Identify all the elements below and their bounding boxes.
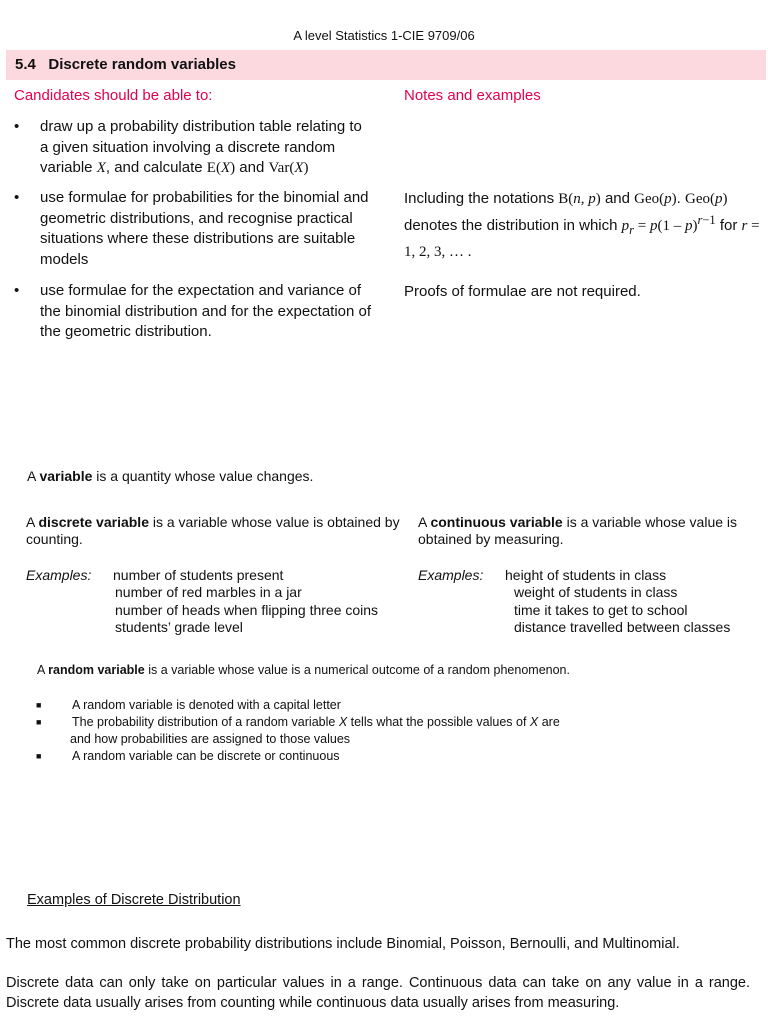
list-item: weight of students in class — [514, 584, 678, 601]
square-bullet-icon: ■ — [36, 751, 42, 761]
bullet-dot: • — [14, 189, 20, 206]
continuous-examples-label: Examples: — [418, 567, 484, 583]
square-bullet-icon: ■ — [36, 700, 42, 710]
random-variable-definition: A random variable is a variable whose value is a numerical outcome of a random phenomenon. — [37, 663, 570, 677]
random-point: ■ A random variable is denoted with a capital letter — [36, 698, 341, 712]
discrete-examples-list — [113, 567, 378, 636]
left-column-heading: Candidates should be able to: — [14, 87, 213, 104]
square-bullet-icon: ■ — [36, 717, 42, 727]
section-banner — [6, 50, 766, 80]
section-title: 5.4 Discrete random variables — [15, 56, 236, 73]
continuous-definition: A continuous variable is a variable whose value is obtained by measuring. — [418, 514, 738, 547]
bullet-text: use formulae for probabilities for the binomial and geometric distributions, and recognise practical situations where these distributions are suitable models — [40, 189, 369, 268]
list-item: number of heads when flipping three coins — [115, 601, 379, 618]
proofs-note: Proofs of formulae are not required. — [404, 283, 641, 300]
bullet-item — [14, 188, 374, 270]
bullet-item — [14, 117, 374, 179]
bullet-text: draw up a probability distribution table relating to a given situation involving a discrete random variable X, and calculate E(X) and Var(X) — [40, 118, 362, 176]
random-point: ■ The probability distribution of a random variable X tells what the possible values of X are — [36, 715, 560, 729]
binomial-geometric-note: Including the notations B(n, p) and Geo(p). Geo(p) denotes the distribution in which $p_r = p(1 - p)^{r-1}$ for r = 1, 2, 3, … . — [404, 190, 760, 260]
bullet-item — [14, 281, 374, 343]
random-point-continuation: and how probabilities are assigned to those values — [70, 732, 351, 746]
list-item: time it takes to get to school — [514, 601, 688, 618]
bullet-text: use formulae for the expectation and variance of the binomial distribution and for the expectation of the geometric distribution. — [40, 282, 372, 340]
list-item: number of red marbles in a jar — [115, 584, 302, 601]
bullet-dot: • — [14, 118, 20, 135]
bullet-dot: • — [14, 282, 20, 299]
continuous-examples-list — [505, 567, 730, 636]
document-header: A level Statistics 1-CIE 9709/06 — [293, 28, 475, 43]
list-item: height of students in class — [505, 567, 667, 583]
list-item: distance travelled between classes — [514, 618, 731, 635]
discrete-examples-label: Examples: — [26, 567, 92, 583]
list-item: students’ grade level — [115, 618, 243, 635]
discrete-data-paragraph-line-1: Discrete data can only take on particular values in a range. Continuous data can take on any value in a range. — [6, 975, 750, 991]
random-point: ■ A random variable can be discrete or continuous — [36, 749, 340, 763]
discrete-definition: A discrete variable is a variable whose value is obtained by counting. — [26, 514, 400, 547]
common-distributions-paragraph: The most common discrete probability distributions include Binomial, Poisson, Bernoulli, and Multinomial. — [6, 936, 680, 952]
discrete-data-paragraph-line-2: Discrete data usually arises from counting while continuous data usually arises from measuring. — [6, 995, 620, 1011]
list-item: number of students present — [113, 567, 284, 583]
right-column-heading: Notes and examples — [404, 87, 541, 104]
examples-heading: Examples of Discrete Distribution — [27, 892, 241, 908]
variable-definition: A variable is a quantity whose value changes. — [27, 468, 314, 484]
